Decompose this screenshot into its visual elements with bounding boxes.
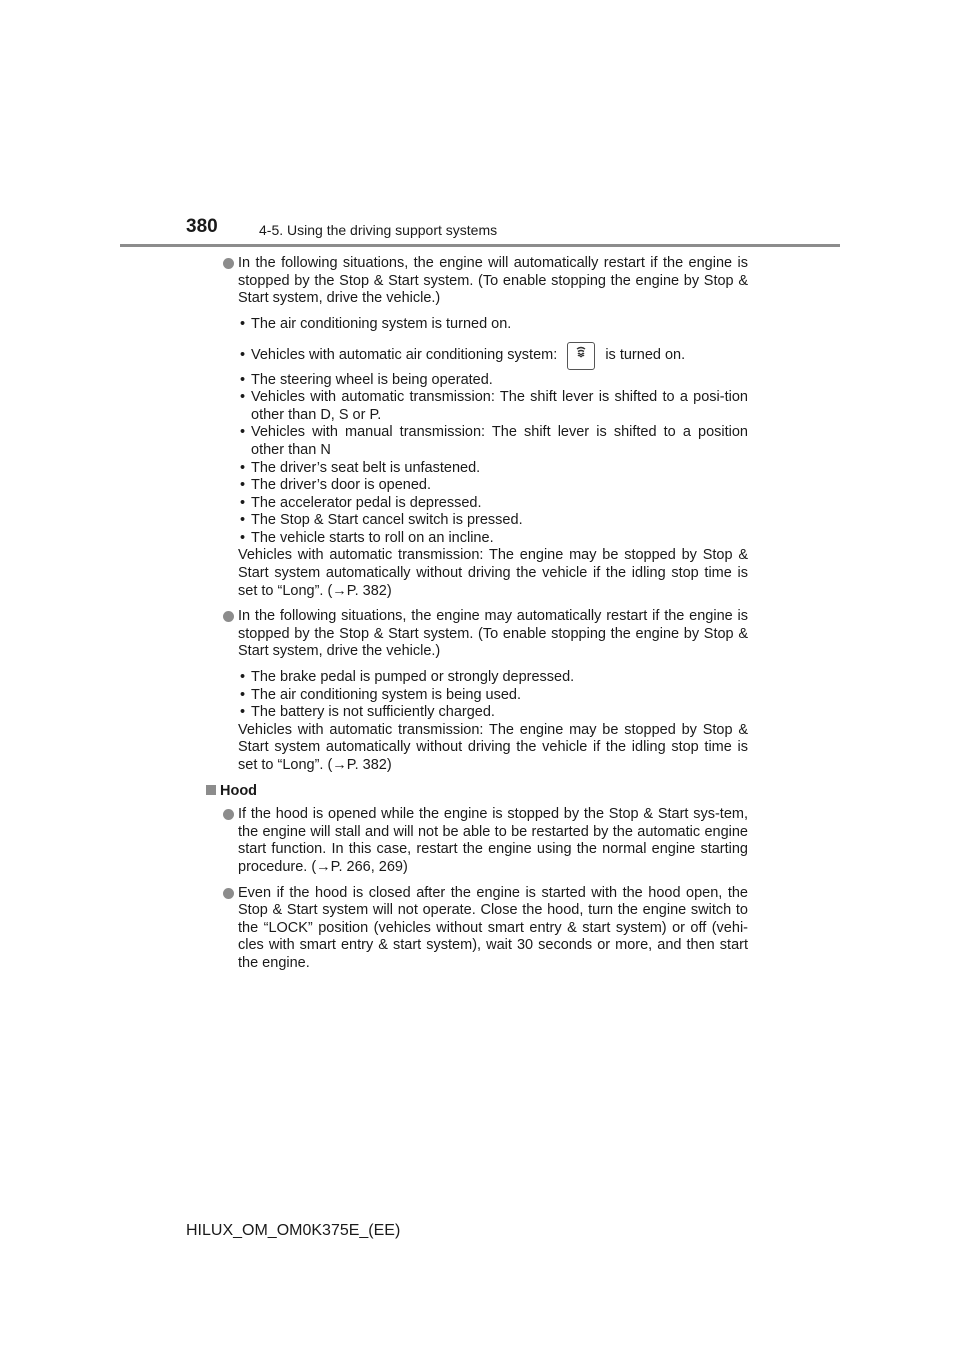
round-bullet-icon — [223, 611, 234, 622]
bullet-text: Even if the hood is closed after the engine is started with the hood open, the Stop & Start system will not operate. Close the hood, turn the engine switch to the “LOCK” position (vehicles without smart entry & start system) or off (vehi-cles with smart entry & start system), wait 30 seconds or more, and then start the engine. — [238, 884, 748, 971]
list-item: • The driver’s door is opened. — [238, 477, 748, 495]
list-item: • The vehicle starts to roll on an incline. — [238, 530, 748, 548]
list-item: • Vehicles with manual transmission: The shift lever is shifted to a position other than N — [238, 424, 748, 459]
bullet-text: If the hood is opened while the engine is stopped by the Stop & Start sys-tem, the engine will stall and will not be able to be restarted by the automatic engine start function. In this case, restart the engine using the normal engine starting procedure. (→P. 266, 269) — [238, 806, 748, 875]
bullet-hood-opened — [222, 806, 748, 876]
list-item-suffix: is turned on. — [605, 347, 686, 364]
document-code: HILUX_OM_OM0K375E_(EE) — [186, 1222, 401, 1239]
hood-heading-text: Hood — [220, 782, 258, 799]
list-item-text: Vehicles with automatic air conditioning system: — [251, 347, 558, 364]
transmission-note: Vehicles with automatic transmission: The engine may be stopped by Stop & Start system automatically without driving the vehicle if the idling stop time is set to “Long”. (→P. 382) — [238, 721, 748, 774]
bullet-hood-closed — [222, 885, 748, 973]
list-item-with-icon — [238, 341, 748, 369]
page-number: 380 — [186, 216, 218, 237]
bullet-restart-may — [222, 608, 748, 774]
list-item: • The brake pedal is pumped or strongly depressed. — [238, 669, 748, 687]
square-bullet-icon — [206, 785, 216, 795]
list-item: • The battery is not sufficiently charged. — [238, 704, 748, 722]
round-bullet-icon — [223, 258, 234, 269]
front-defroster-icon — [567, 342, 595, 370]
page-content — [222, 255, 748, 981]
round-bullet-icon — [223, 809, 234, 820]
list-item: • The steering wheel is being operated. — [238, 372, 748, 390]
bullet-text: In the following situations, the engine may automatically restart if the engine is stopped by the Stop & Start system. (To enable stopping the engine by Stop & Start system, drive the vehicle.) — [238, 608, 748, 660]
round-bullet-icon — [223, 888, 234, 899]
condition-list — [238, 316, 748, 548]
list-item: • The Stop & Start cancel switch is pressed. — [238, 512, 748, 530]
list-item: • The accelerator pedal is depressed. — [238, 495, 748, 513]
list-item: • The air conditioning system is turned on. — [238, 316, 748, 334]
bullet-restart-will — [222, 255, 748, 600]
list-item: • Vehicles with automatic transmission: The shift lever is shifted to a posi-tion other than D, S or P. — [238, 389, 748, 424]
list-item: • The driver’s seat belt is unfastened. — [238, 460, 748, 478]
bullet-text: In the following situations, the engine will automatically restart if the engine is stopped by the Stop & Start system. (To enable stopping the engine by Stop & Start system, drive the vehicle.) — [238, 255, 748, 307]
section-title: 4-5. Using the driving support systems — [259, 222, 498, 238]
hood-heading — [206, 783, 748, 801]
transmission-note: Vehicles with automatic transmission: The engine may be stopped by Stop & Start system automatically without driving the vehicle if the idling stop time is set to “Long”. (→P. 382) — [238, 547, 748, 599]
page-header — [0, 0, 960, 250]
condition-list — [238, 669, 748, 722]
header-divider — [120, 244, 840, 247]
list-item: • The air conditioning system is being used. — [238, 687, 748, 705]
